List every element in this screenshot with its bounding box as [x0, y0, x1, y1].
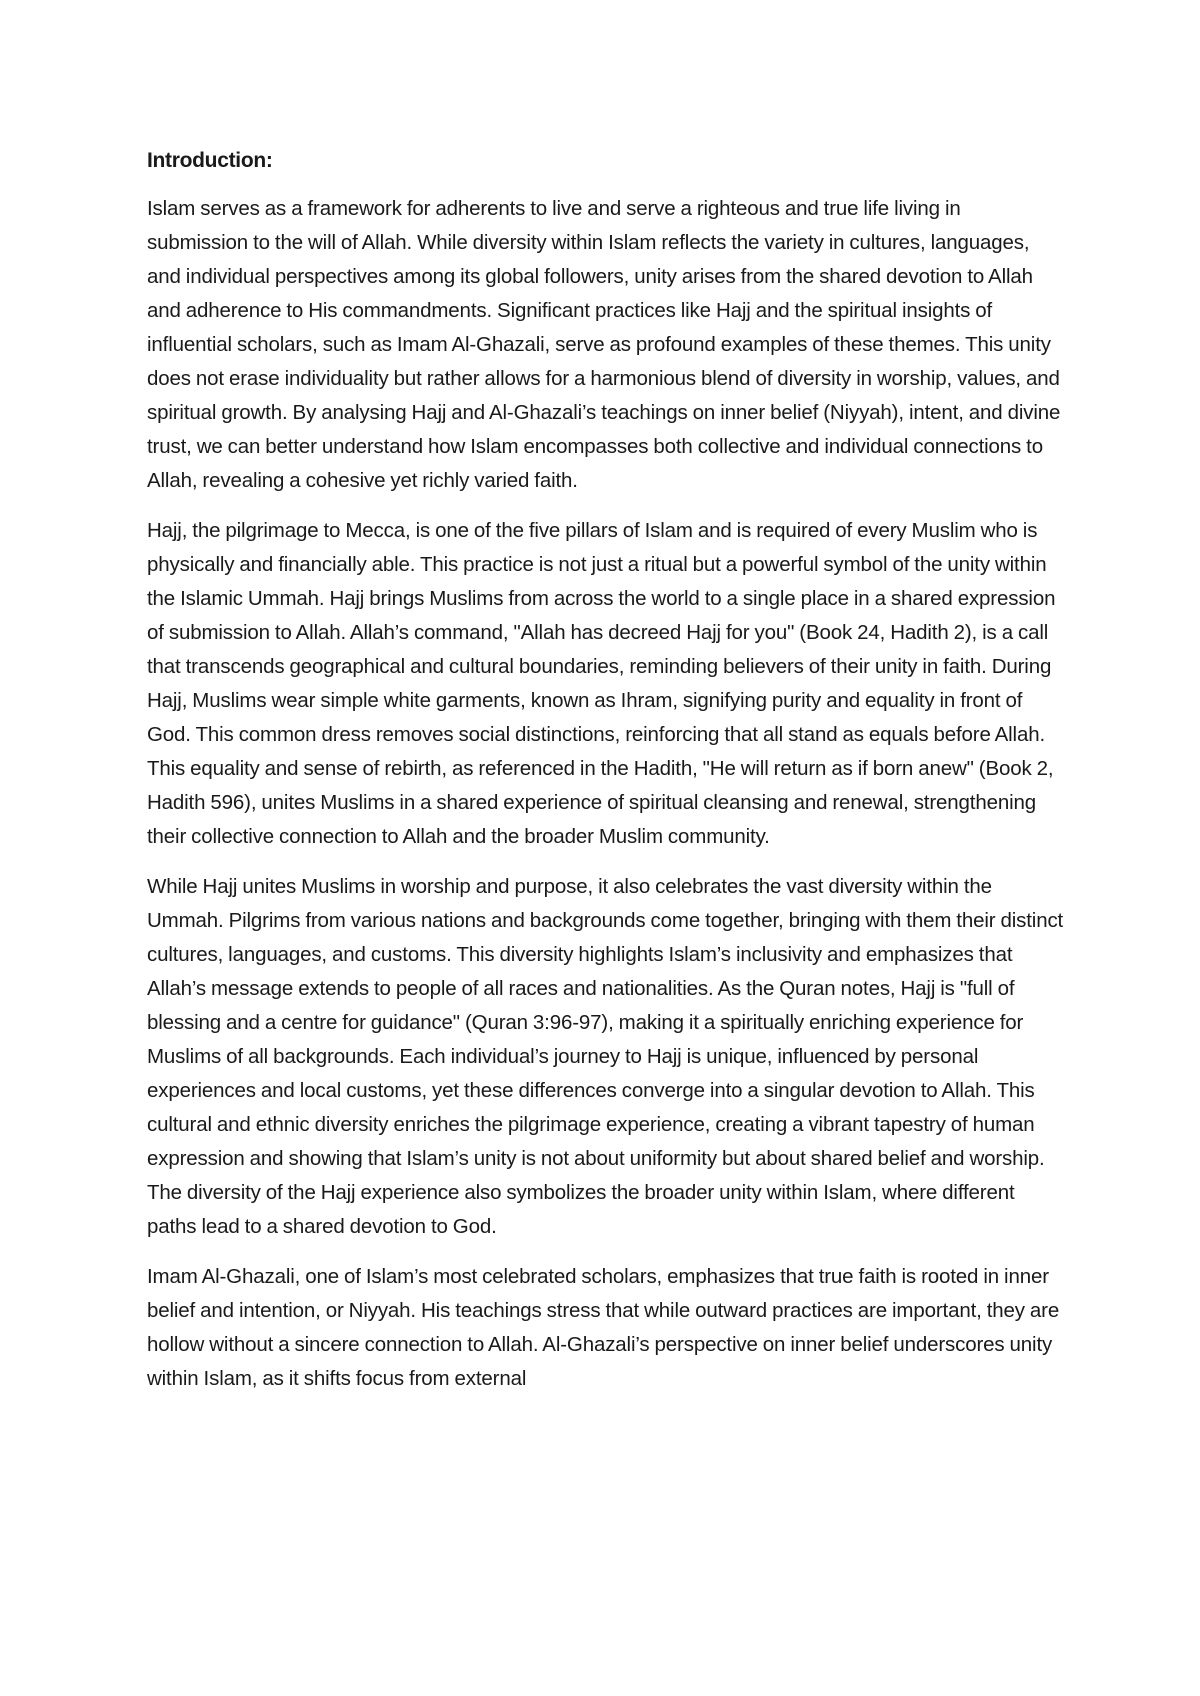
paragraph-hajj-diversity: While Hajj unites Muslims in worship and purpose, it also celebrates the vast diversity within the Ummah. Pilgrims from various nations and backgrounds come together, bringing with them their distinct cultures, languages, and customs. This diversity highlights Islam’s inclusivity and emphasizes that Allah’s message extends to people of all races and nationalities. As the Quran notes, Hajj is "full of blessing and a centre for guidance" (Quran 3:96-97), making it a spiritually enriching experience for Muslims of all backgrounds. Each individual’s journey to Hajj is unique, influenced by personal experiences and local customs, yet these differences converge into a singular devotion to Allah. This cultural and ethnic diversity enriches the pilgrimage experience, creating a vibrant tapestry of human expression and showing that Islam’s unity is not about uniformity but about shared belief and worship. The diversity of the Hajj experience also symbolizes the broader unity within Islam, where different paths lead to a shared devotion to God.	[147, 875, 1064, 1238]
section-heading: Introduction:	[147, 149, 273, 172]
paragraph-hajj-unity: Hajj, the pilgrimage to Mecca, is one of the five pillars of Islam and is required of every Muslim who is physically and financially able. This practice is not just a ritual but a powerful symbol of the unity within the Islamic Ummah. Hajj brings Muslims from across the world to a single place in a shared expression of submission to Allah. Allah’s command, "Allah has decreed Hajj for you" (Book 24, Hadith 2), is a call that transcends geographical and cultural boundaries, reminding believers of their unity in faith. During Hajj, Muslims wear simple white garments, known as Ihram, signifying purity and equality in front of God. This common dress removes social distinctions, reinforcing that all stand as equals before Allah. This equality and sense of rebirth, as referenced in the Hadith, "He will return as if born anew" (Book 2, Hadith 596), unites Muslims in a shared experience of spiritual cleansing and renewal, strengthening their collective connection to Allah and the broader Muslim community.	[147, 519, 1056, 848]
paragraph-introduction: Islam serves as a framework for adherents to live and serve a righteous and true life living in submission to the will of Allah. While diversity within Islam reflects the variety in cultures, languages, and individual perspectives among its global followers, unity arises from the shared devotion to Allah and adherence to His commandments. Significant practices like Hajj and the spiritual insights of influential scholars, such as Imam Al-Ghazali, serve as profound examples of these themes. This unity does not erase individuality but rather allows for a harmonious blend of diversity in worship, values, and spiritual growth. By analysing Hajj and Al-Ghazali’s teachings on inner belief (Niyyah), intent, and divine trust, we can better understand how Islam encompasses both collective and individual connections to Allah, revealing a cohesive yet richly varied faith.	[147, 197, 1061, 492]
document-page	[147, 144, 1065, 1412]
paragraph-al-ghazali: Imam Al-Ghazali, one of Islam’s most celebrated scholars, emphasizes that true faith is rooted in inner belief and intention, or Niyyah. His teachings stress that while outward practices are important, they are hollow without a sincere connection to Allah. Al-Ghazali’s perspective on inner belief underscores unity within Islam, as it shifts focus from external	[147, 1265, 1060, 1390]
